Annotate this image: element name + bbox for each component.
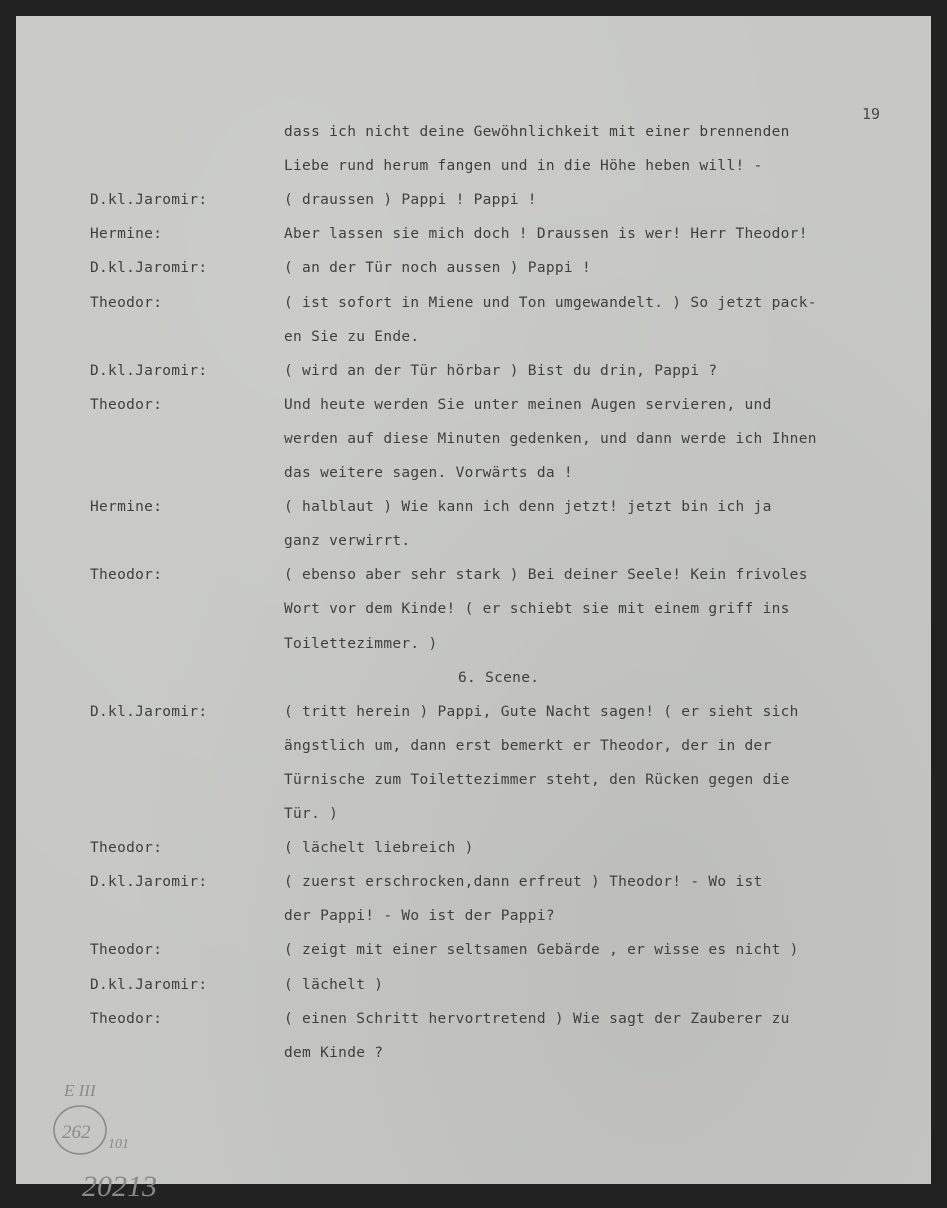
dialogue-line: Tür. ) [284,806,339,822]
dialogue-line: Liebe rund herum fangen und in die Höhe heben will! - [284,158,763,174]
archive-bottom-number: 20213 [82,1170,157,1203]
dialogue-line: das weitere sagen. Vorwärts da ! [284,465,573,481]
dialogue-line: Türnische zum Toilettezimmer steht, den Rücken gegen die [284,772,790,788]
speaker-label: Theodor: [90,942,163,958]
archive-sub-number: 101 [108,1137,129,1152]
dialogue-line: ( draussen ) Pappi ! Pappi ! [284,192,537,208]
speaker-label: Theodor: [90,840,163,856]
dialogue-line: ( wird an der Tür hörbar ) Bist du drin, Pappi ? [284,363,718,379]
dialogue-line: Aber lassen sie mich doch ! Draussen is wer! Herr Theodor! [284,226,808,242]
dialogue-line: ( lächelt liebreich ) [284,840,474,856]
dialogue-line: ( zuerst erschrocken,dann erfreut ) Theodor! - Wo ist [284,874,763,890]
archive-annotation-mark [34,1068,214,1208]
speaker-label: D.kl.Jaromir: [90,363,208,379]
speaker-label: D.kl.Jaromir: [90,874,208,890]
dialogue-line: ( ist sofort in Miene und Ton umgewandelt. ) So jetzt pack- [284,295,817,311]
scene-heading: 6. Scene. [458,670,540,686]
dialogue-line: werden auf diese Minuten gedenken, und dann werde ich Ihnen [284,431,817,447]
speaker-label: D.kl.Jaromir: [90,704,208,720]
dialogue-line: dass ich nicht deine Gewöhnlichkeit mit einer brennenden [284,124,790,140]
dialogue-line: ( einen Schritt hervortretend ) Wie sagt der Zauberer zu [284,1011,790,1027]
typescript-page [16,16,931,1203]
dialogue-line: Wort vor dem Kinde! ( er schiebt sie mit einem griff ins [284,601,790,617]
archive-signature: E III [64,1081,96,1100]
speaker-label: Hermine: [90,226,163,242]
speaker-label: D.kl.Jaromir: [90,192,208,208]
page-number: 19 [862,105,881,123]
dialogue-line: ( ebenso aber sehr stark ) Bei deiner Seele! Kein frivoles [284,567,808,583]
dialogue-line: Und heute werden Sie unter meinen Augen servieren, und [284,397,772,413]
dialogue-line: dem Kinde ? [284,1045,384,1061]
speaker-label: D.kl.Jaromir: [90,977,208,993]
speaker-label: Theodor: [90,397,163,413]
speaker-label: Theodor: [90,295,163,311]
archive-circled-number: 262 [62,1122,91,1143]
dialogue-line: ( halblaut ) Wie kann ich denn jetzt! jetzt bin ich ja [284,499,772,515]
dialogue-line: der Pappi! - Wo ist der Pappi? [284,908,555,924]
speaker-label: Theodor: [90,1011,163,1027]
dialogue-line: ( tritt herein ) Pappi, Gute Nacht sagen! ( er sieht sich [284,704,799,720]
speaker-label: Theodor: [90,567,163,583]
speaker-label: D.kl.Jaromir: [90,260,208,276]
dialogue-line: ( lächelt ) [284,977,384,993]
dialogue-line: ganz verwirrt. [284,533,411,549]
dialogue-line: Toilettezimmer. ) [284,636,438,652]
dialogue-line: ( an der Tür noch aussen ) Pappi ! [284,260,592,276]
dialogue-line: ( zeigt mit einer seltsamen Gebärde , er wisse es nicht ) [284,942,799,958]
speaker-label: Hermine: [90,499,163,515]
dialogue-line: en Sie zu Ende. [284,329,420,345]
dialogue-line: ängstlich um, dann erst bemerkt er Theodor, der in der [284,738,772,754]
